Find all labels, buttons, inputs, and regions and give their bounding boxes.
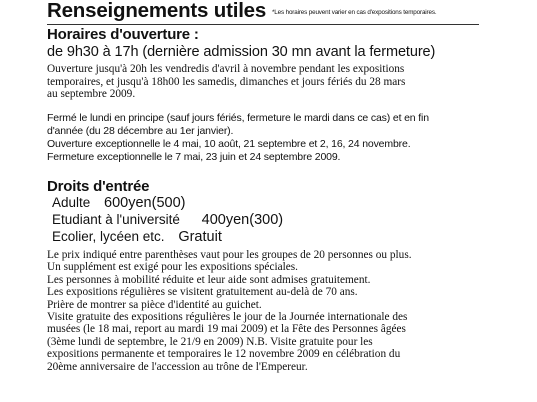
closing-line: d'année (du 28 décembre au 1er janvier). <box>47 125 234 137</box>
fee-label: Etudiant à l'université <box>52 212 180 227</box>
hours-extended <box>47 63 405 101</box>
fees-note-line: (3ème lundi de septembre, le 21/9 en 2009) N.B. Visite gratuite pour les <box>47 335 373 348</box>
fee-label: Ecolier, lycéen etc. <box>52 229 165 244</box>
fee-value: Gratuit <box>178 229 222 245</box>
hours-extended-line: Ouverture jusqu'à 20h les vendredis d'avril à novembre pendant les expositions <box>47 63 405 75</box>
fee-label: Adulte <box>52 195 91 210</box>
fee-value: 400yen(300) <box>201 212 284 228</box>
hours-disclaimer: *Les horaires peuvent varier en cas d'expositions temporaires. <box>272 9 437 16</box>
fees-note-line: Le prix indiqué entre parenthèses vaut pour les groupes de 20 personnes ou plus. <box>47 249 412 261</box>
hours-heading: Horaires d'ouverture : <box>47 26 199 43</box>
fee-row-school <box>52 229 222 245</box>
fees-note-line: Un supplément est exigé pour les expositions spéciales. <box>47 261 298 274</box>
closing-line: Fermé le lundi en principe (sauf jours fériés, fermeture le mardi dans ce cas) et en fin <box>47 112 429 124</box>
fees-notes <box>47 249 412 373</box>
hours-main: de 9h30 à 17h (dernière admission 30 mn avant la fermeture) <box>47 44 436 60</box>
fees-note-line: musées (le 18 mai, report au mardi 19 mai 2009) et la Fête des Personnes âgées <box>47 323 406 336</box>
fees-note-line: expositions permanente et temporaires le 12 novembre 2009 en célébration du <box>47 348 401 361</box>
hours-extended-line: au septembre 2009. <box>47 88 136 101</box>
fees-note-line: Prière de montrer sa pièce d'identité au guichet. <box>47 298 262 311</box>
fees-note-line: Les expositions régulières se visitent gratuitement au-delà de 70 ans. <box>47 286 358 299</box>
fees-heading: Droits d'entrée <box>47 178 150 195</box>
hours-extended-line: temporaires, et jusqu'à 18h00 les samedis, dimanches et jours fériés du 28 mars <box>47 75 406 88</box>
hours-closing <box>47 112 429 164</box>
title-divider <box>47 24 479 25</box>
fee-row-adult <box>52 195 185 211</box>
fees-note-line: 20ème anniversaire de l'accession au trône de l'Empereur. <box>47 360 308 373</box>
fee-value: 600yen(500) <box>104 195 186 211</box>
closing-line: Fermeture exceptionnelle le 7 mai, 23 juin et 24 septembre 2009. <box>47 151 341 163</box>
fees-note-line: Les personnes à mobilité réduite et leur aide sont admises gratuitement. <box>47 273 371 286</box>
fees-note-line: Visite gratuite des expositions régulières le jour de la Journée internationale des <box>47 311 408 324</box>
fee-row-student <box>52 212 283 228</box>
page-title: Renseignements utiles <box>47 0 267 22</box>
closing-line: Ouverture exceptionnelle le 4 mai, 10 août, 21 septembre et 2, 16, 24 novembre. <box>47 138 411 150</box>
